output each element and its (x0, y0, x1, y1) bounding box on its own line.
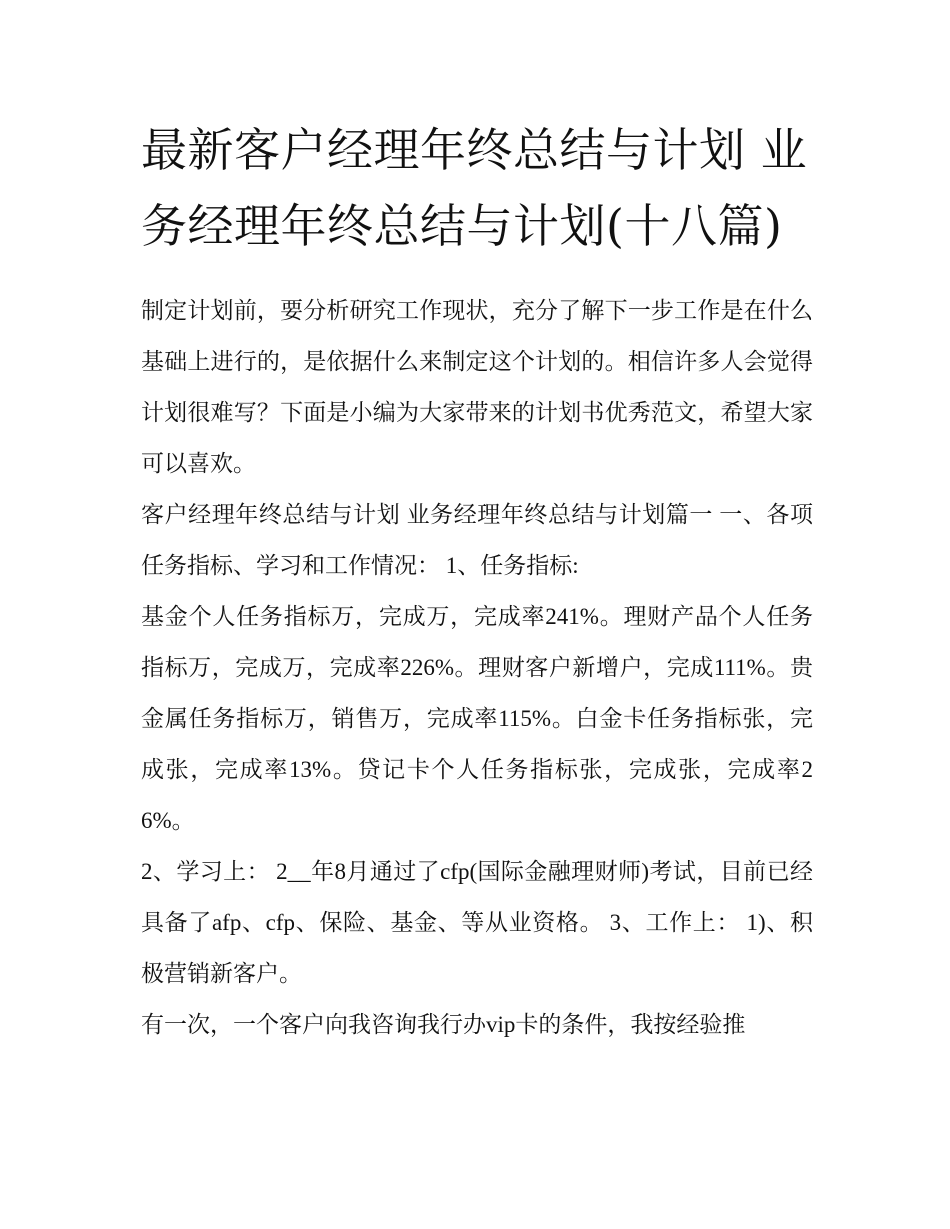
paragraph-vip-card-story: 有一次，一个客户向我咨询我行办vip卡的条件，我按经验推 (141, 1012, 746, 1037)
paragraph-section-one-heading: 客户经理年终总结与计划 业务经理年终总结与计划篇一 一、各项任务指标、学习和工作情况： 1、任务指标: (141, 502, 813, 578)
paragraph-task-indicators: 基金个人任务指标万，完成万，完成率241%。理财产品个人任务指标万，完成万，完成率226%。理财客户新增户，完成111%。贵金属任务指标万，销售万，完成率115%。白金卡任务指标张，完成张，完成率13%。贷记卡个人任务指标张，完成张，完成率26%。 (141, 604, 813, 833)
document-title: 最新客户经理年终总结与计划 业务经理年终总结与计划(十八篇) (141, 123, 808, 253)
document-body (141, 285, 813, 1050)
paragraph-intro: 制定计划前，要分析研究工作现状，充分了解下一步工作是在什么基础上进行的，是依据什么来制定这个计划的。相信许多人会觉得计划很难写？下面是小编为大家带来的计划书优秀范文，希望大家可以喜欢。 (141, 298, 813, 476)
document-content (141, 112, 813, 1050)
paragraph-study-and-work: 2、学习上： 2__年8月通过了cfp(国际金融理财师)考试，目前已经具备了afp、cfp、保险、基金、等从业资格。 3、工作上： 1)、积极营销新客户。 (141, 859, 813, 986)
